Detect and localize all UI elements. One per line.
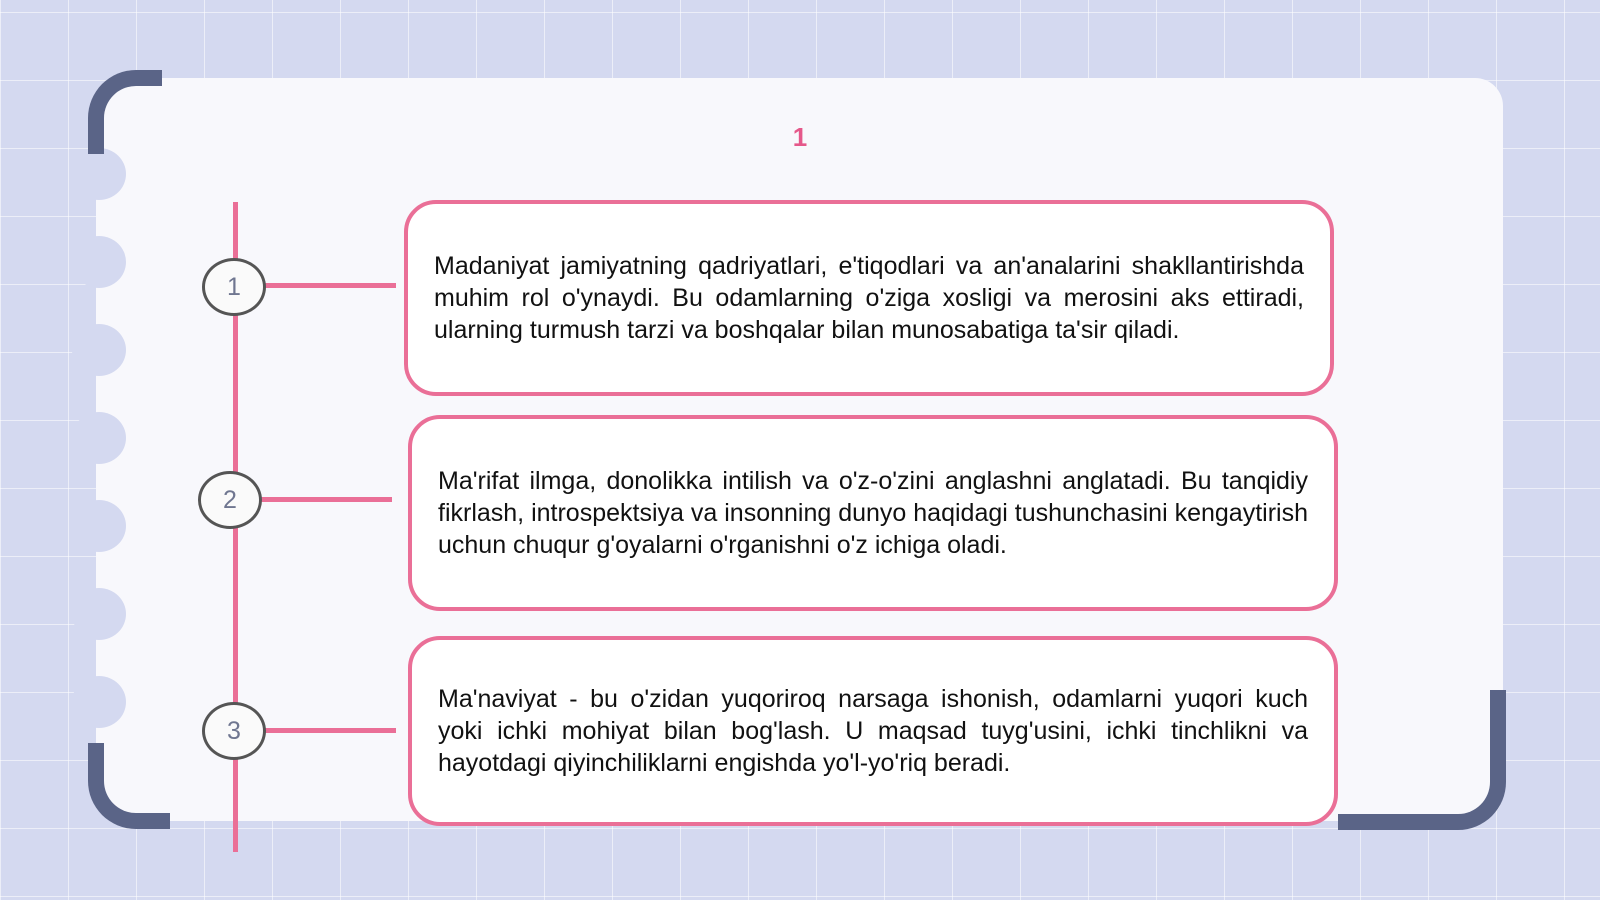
paper-edge-notch xyxy=(72,412,126,464)
frame-corner-bottom-left xyxy=(88,743,170,829)
page-number: 1 xyxy=(792,122,808,152)
frame-corner-bottom-right xyxy=(1338,690,1506,830)
paper-edge-notch xyxy=(72,324,126,376)
timeline-card xyxy=(408,636,1338,826)
paper-edge-notch xyxy=(72,588,126,640)
paper-edge-notch xyxy=(72,236,126,288)
card-text: Ma'rifat ilmga, donolikka intilish va o'z-o'zini anglashni anglatadi. Bu tanqidiy fikrlash, introspektsiya va insonning dunyo haqidagi tushunchasini kengaytirish uchun chuqur g'oyalarni o'rganishni o'z ichiga oladi. xyxy=(438,467,1308,559)
timeline-card xyxy=(408,415,1338,611)
card-text: Madaniyat jamiyatning qadriyatlari, e'tiqodlari va an'analarini shakllantirishda muhim rol o'ynaydi. Bu odamlarning o'ziga xosligi va merosini aks ettiradi, ularning turmush tarzi va boshqalar bilan munosabatiga ta'sir qiladi. xyxy=(434,252,1304,344)
paper-edge-notch xyxy=(72,500,126,552)
timeline-connector xyxy=(262,728,396,733)
timeline-connector xyxy=(262,283,396,288)
step-number-circle: 3 xyxy=(202,702,266,760)
step-number-circle: 2 xyxy=(198,471,262,529)
card-text: Ma'naviyat - bu o'zidan yuqoriroq narsaga ishonish, odamlarni yuqori kuch yoki ichki mohiyat bilan bog'lash. U maqsad tuyg'usini, ichki tinchlikni va hayotdagi qiyinchiliklarni engishda yo'l-yo'riq beradi. xyxy=(438,685,1308,777)
paper-edge-notch xyxy=(72,148,126,200)
timeline-card xyxy=(404,200,1334,396)
frame-corner-top-left xyxy=(88,70,162,154)
paper-edge-notch xyxy=(72,676,126,728)
step-number-circle: 1 xyxy=(202,258,266,316)
timeline-connector xyxy=(258,497,392,502)
